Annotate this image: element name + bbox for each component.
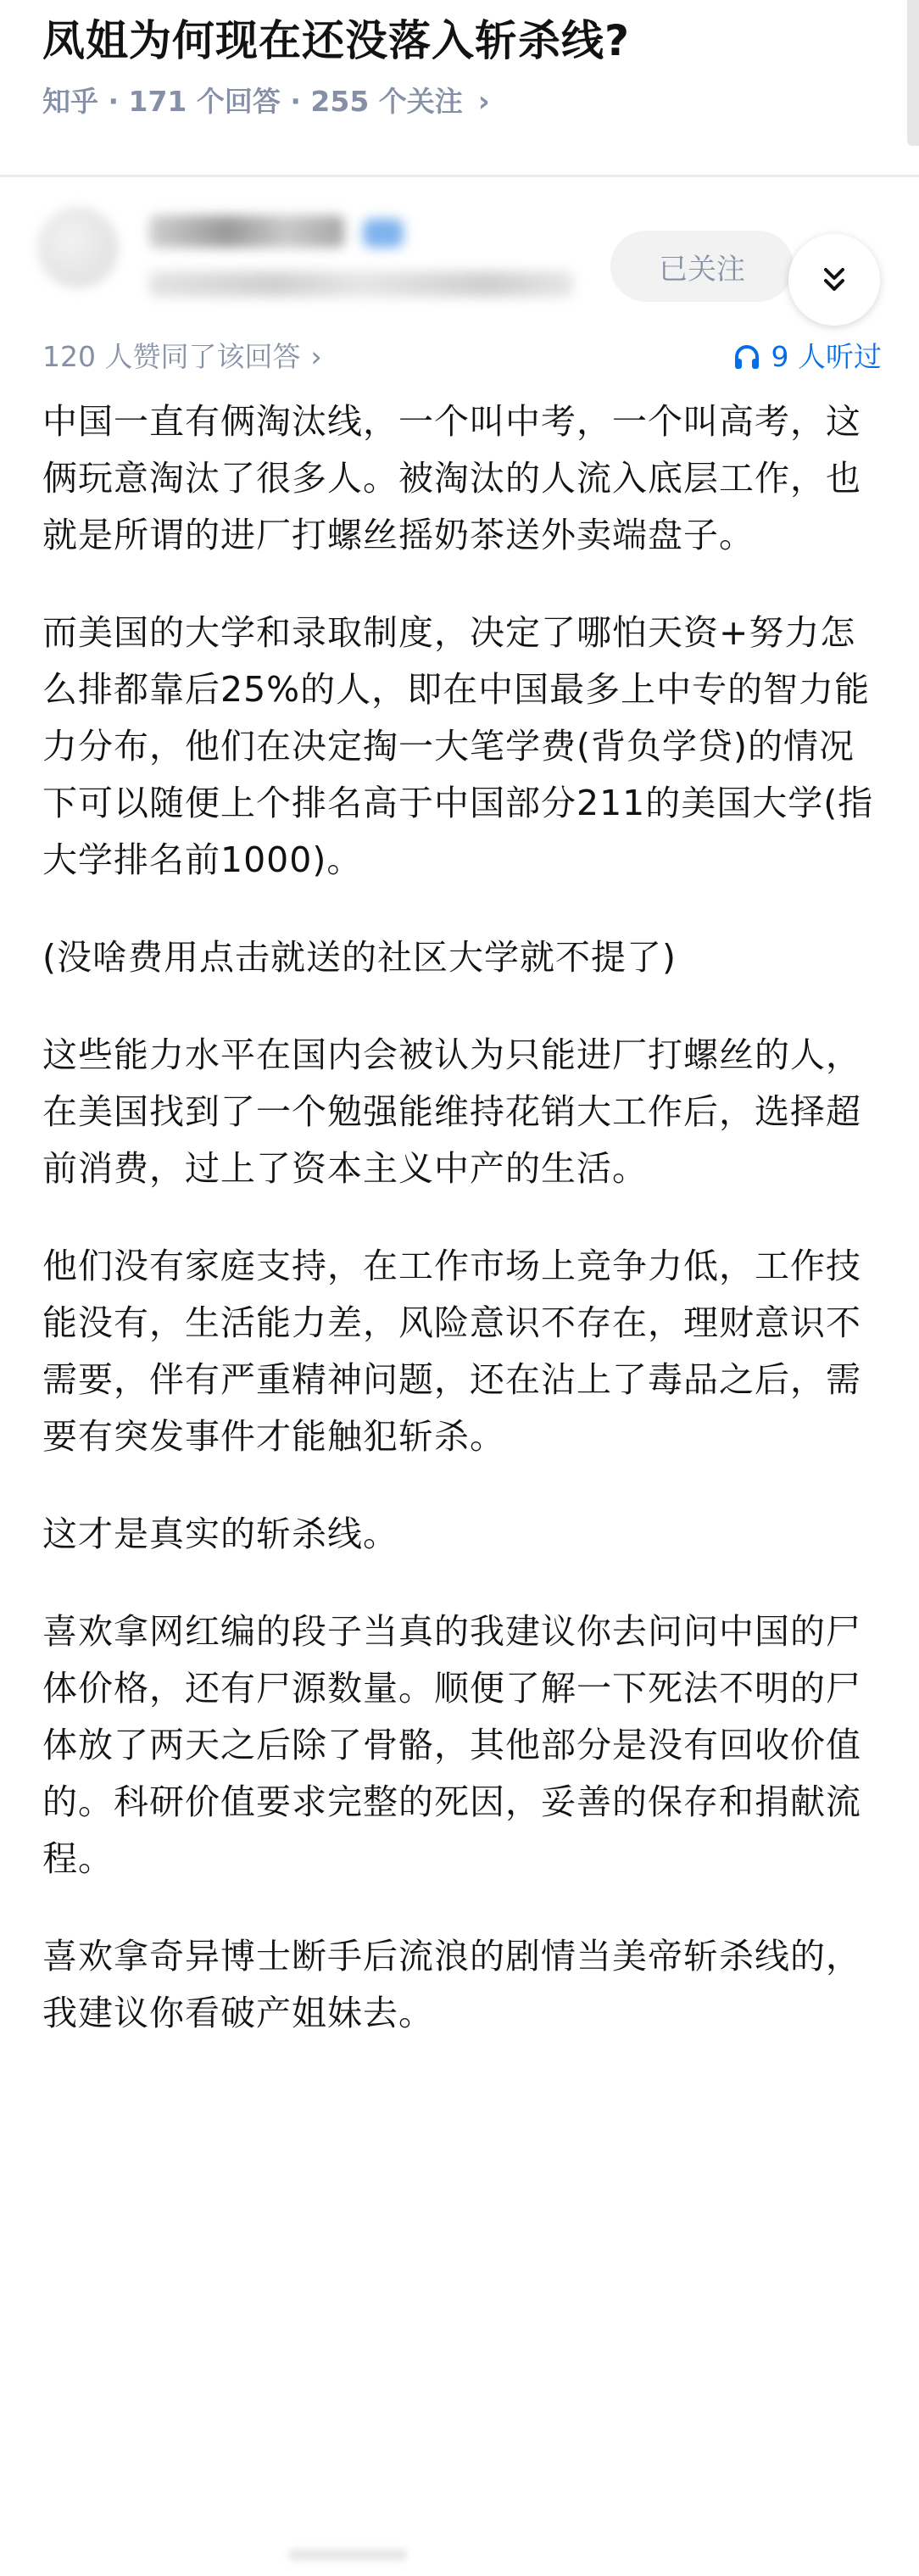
listen-count-text: 9 人听过: [771, 340, 882, 373]
chevron-right-icon: ›: [310, 340, 322, 373]
question-title[interactable]: 凤姐为何现在还没落入斩杀线?: [42, 16, 631, 65]
answer-paragraph: 他们没有家庭支持，在工作市场上竞争力低，工作技能没有，生活能力差，风险意识不存在，理财意识不需要，伴有严重精神问题，还在沾上了毒品之后，需要有突发事件才能触犯斩杀。: [42, 1246, 861, 1457]
author-name-redacted[interactable]: [149, 215, 344, 248]
double-chevron-down-icon: [817, 263, 851, 297]
answer-paragraph: 喜欢拿网红编的段子当真的我建议你去问问中国的尸体价格，还有尸源数量。顺便了解一下死法不明的尸体放了两天之后除了骨骼，其他部分是没有回收价值的。科研价值要求完整的死因，妥善的保存和捐献流程。: [42, 1611, 861, 1879]
expand-button[interactable]: [788, 234, 880, 326]
vote-count-text: 120 人赞同了该回答: [42, 340, 301, 373]
answer-paragraph: 中国一直有俩淘汰线，一个叫中考，一个叫高考，这俩玩意淘汰了很多人。被淘汰的人流入底层工作，也就是所谓的进厂打螺丝摇奶茶送外卖端盘子。: [42, 401, 861, 555]
question-meta-link[interactable]: [42, 83, 490, 120]
author-row: [0, 175, 919, 341]
question-header: [0, 0, 919, 177]
scrollbar[interactable]: [907, 0, 919, 146]
footer-divider: [288, 2549, 407, 2561]
author-bio-redacted: [149, 271, 573, 297]
listen-link[interactable]: [732, 336, 883, 378]
follow-button[interactable]: 已关注: [610, 231, 794, 302]
author-badge-redacted: [363, 219, 404, 248]
vote-count-link[interactable]: [42, 336, 322, 378]
chevron-right-icon: ›: [477, 85, 490, 119]
answer-paragraph: 这才是真实的斩杀线。: [42, 1514, 398, 1554]
answer-paragraph: 而美国的大学和录取制度，决定了哪怕天资+努力怎么排都靠后25%的人，即在中国最多上中专的智力能力分布，他们在决定掏一大笔学费(背负学贷)的情况下可以随便上个排名高于中国部分211的美国大学(指大学排名前1000)。: [42, 612, 874, 880]
answer-paragraph: 喜欢拿奇异博士断手后流浪的剧情当美帝斩杀线的，我建议你看破产姐妹去。: [42, 1936, 861, 2033]
answer-content: [42, 393, 882, 2083]
vote-row: [42, 336, 882, 378]
answer-paragraph: (没啥费用点击就送的社区大学就不提了): [42, 937, 677, 978]
avatar[interactable]: [37, 207, 119, 288]
question-meta-text: 知乎 · 171 个回答 · 255 个关注: [42, 85, 463, 118]
headphones-icon: [732, 343, 761, 371]
answer-paragraph: 这些能力水平在国内会被认为只能进厂打螺丝的人，在美国找到了一个勉强能维持花销大工作后，选择超前消费，过上了资本主义中产的生活。: [42, 1034, 861, 1189]
